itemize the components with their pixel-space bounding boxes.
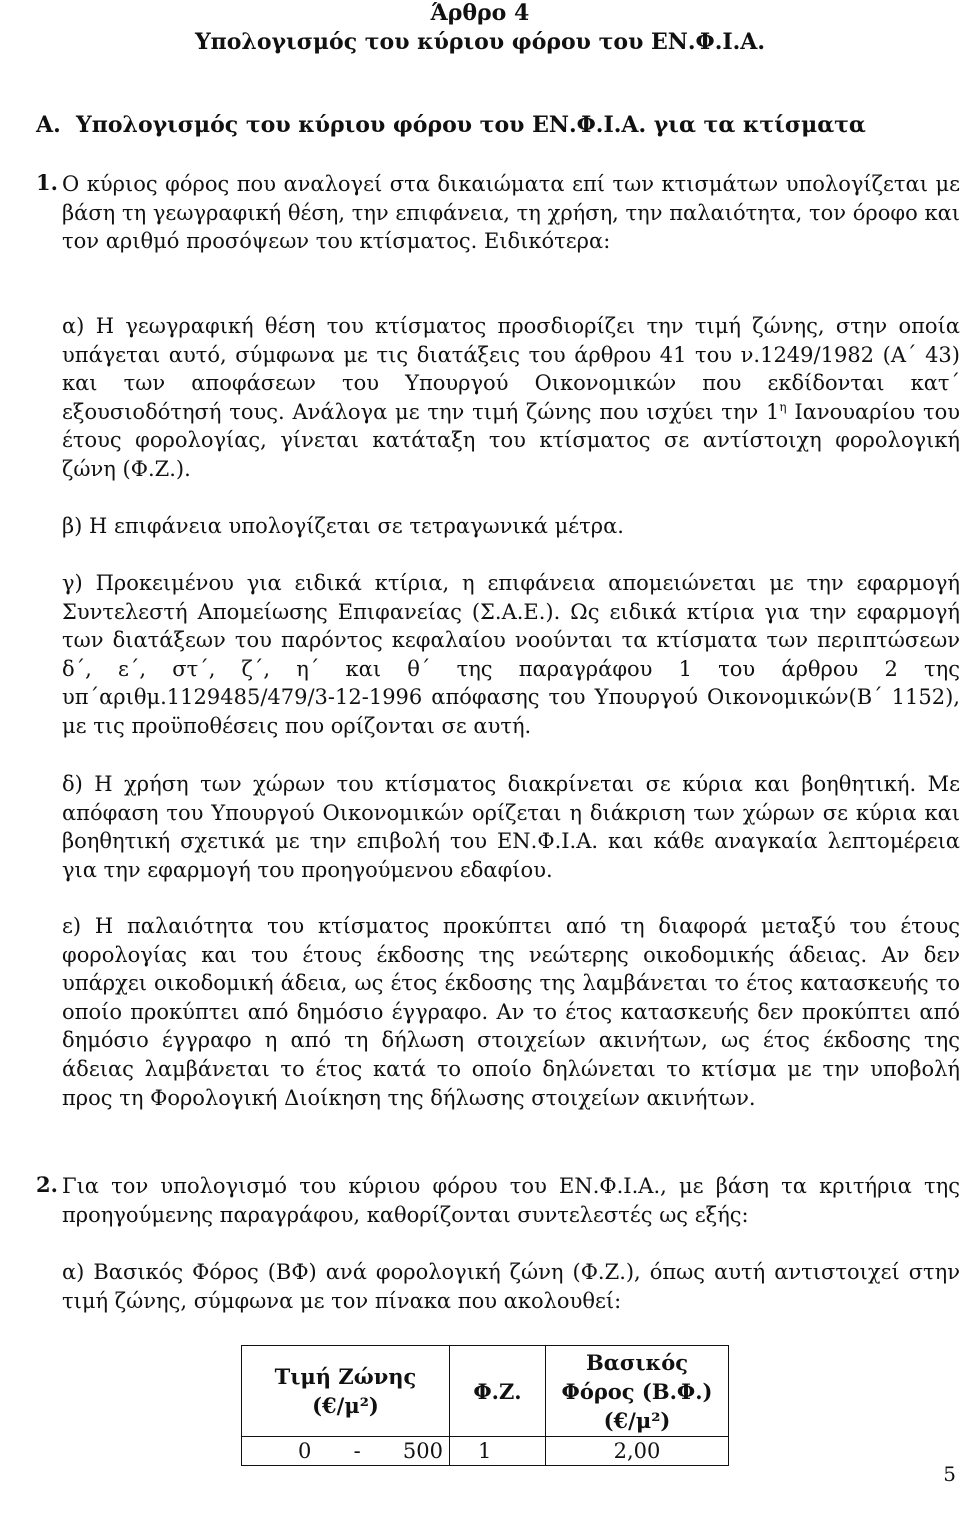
header-basic-tax-text: Βασικός Φόρος (Β.Φ.) (€/μ²) bbox=[561, 1349, 713, 1433]
item-d-text: δ) Η χρήση των χώρων του κτίσματος διακρίνεται σε κύρια και βοηθητική. Με απόφαση του Υπουργού Οικονομικών ορίζεται η διάκριση των χώρων σε κύρια και βοηθητική σχετικά με την επιβολή του ΕΝ.Φ.Ι.Α. και κάθε αναγκαία λεπτομέρεια για την εφαρμογή του προηγούμενου εδαφίου. bbox=[62, 772, 960, 882]
article-heading: Άρθρο 4 bbox=[430, 0, 530, 26]
section-a-heading: Α. Υπολογισμός του κύριου φόρου του ΕΝ.Φ.Ι.Α. για τα κτίσματα bbox=[36, 112, 866, 138]
header-basic-tax bbox=[546, 1346, 729, 1437]
zone-dash: - bbox=[353, 1439, 361, 1463]
item-e-text: ε) Η παλαιότητα του κτίσματος προκύπτει από τη διαφορά μεταξύ του έτους φορολογίας και του έτους έκδοσης της νεώτερης οικοδομικής άδειας. Αν δεν υπάρχει οικοδομική άδεια, ως έτος έκδοσης της λαμβάνεται το έτος κατασκευής το οποίο προκύπτει από δημόσιο έγγραφο. Αν το έτος κατασκευής δεν προκύπτει από δημόσιο έγγραφο η από τη δήλωση στοιχείων ακινήτων, ως έτος έκδοσης της άδειας λαμβάνεται το έτος κατά το οποίο δηλώνεται το κτίσμα με την υποβολή προς τη Φορολογική Διοίκηση της δήλωσης στοιχείων ακινήτων. bbox=[62, 914, 960, 1110]
cell-zone-range bbox=[242, 1437, 450, 1466]
item-a-text bbox=[62, 312, 960, 484]
page-number: 5 bbox=[943, 1462, 956, 1486]
table-row bbox=[242, 1437, 729, 1466]
article-title: Υπολογισμός του κύριου φόρου του ΕΝ.Φ.Ι.Α. bbox=[194, 29, 766, 55]
item2-a-text: α) Βασικός Φόρος (ΒΦ) ανά φορολογική ζώνη (Φ.Ζ.), όπως αυτή αντιστοιχεί στην τιμή ζώνης, σύμφωνα με τον πίνακα που ακολουθεί: bbox=[62, 1260, 960, 1313]
item-a-pre: α) Η γεωγραφική θέση του κτίσματος προσδιορίζει την τιμή ζώνης, στην οποία υπάγεται αυτό, σύμφωνα με τις διατάξεις του άρθρου 41 του ν.1249/1982 (Α΄ 43) και των αποφάσεων του Υπουργού Οικονομικών που εκδίδονται κατ΄ εξουσιοδότησή τους. Ανάλογα με την τιμή ζώνης που ισχύει την 1 bbox=[62, 314, 960, 424]
header-zone-price bbox=[242, 1346, 450, 1437]
paragraph-1-number: 1. bbox=[36, 170, 58, 195]
paragraph-2-number: 2. bbox=[36, 1172, 58, 1197]
paragraph-1-text: Ο κύριος φόρος που αναλογεί στα δικαιώματα επί των κτισμάτων υπολογίζεται με βάση τη γεωγραφική θέση, την επιφάνεια, τη χρήση, την παλαιότητα, τον όροφο και τον αριθμό προσόψεων του κτίσματος. Ειδικότερα: bbox=[62, 172, 960, 254]
item-a-superscript: η bbox=[779, 399, 787, 414]
zone-to: 500 bbox=[402, 1439, 443, 1463]
header-zone-price-text: Τιμή Ζώνης (€/μ²) bbox=[274, 1364, 417, 1418]
cell-fz: 1 bbox=[450, 1437, 546, 1466]
zone-tax-table bbox=[241, 1345, 729, 1466]
paragraph-2-text: Για τον υπολογισμό του κύριου φόρου του ΕΝ.Φ.Ι.Α., με βάση τα κριτήρια της προηγούμενης παραγράφου, καθορίζονται συντελεστές ως εξής: bbox=[62, 1174, 960, 1227]
header-fz bbox=[450, 1346, 546, 1437]
item-a-post: Ιανουαρίου του έτους φορολογίας, γίνεται κατάταξη του κτίσματος σε αντίστοιχη φορολογική ζώνη (Φ.Ζ.). bbox=[62, 399, 960, 481]
zone-from: 0 bbox=[298, 1439, 312, 1463]
item-b-text: β) Η επιφάνεια υπολογίζεται σε τετραγωνικά μέτρα. bbox=[62, 514, 624, 538]
item-c-text: γ) Προκειμένου για ειδικά κτίρια, η επιφάνεια απομειώνεται με την εφαρμογή Συντελεστή Απομείωσης Επιφανείας (Σ.Α.Ε.). Ως ειδικά κτίρια για την εφαρμογή των διατάξεων του παρόντος κεφαλαίου νοούνται τα κτίσματα των περιπτώσεων δ΄, ε΄, στ΄, ζ΄, η΄ και θ΄ της παραγράφου 1 του άρθρου 2 της υπ΄αριθμ.1129485/479/3-12-1996 απόφασης του Υπουργού Οικονομικών(Β΄ 1152), με τις προϋποθέσεις που ορίζονται σε αυτή. bbox=[62, 571, 960, 738]
cell-basic-tax: 2,00 bbox=[546, 1437, 729, 1466]
header-fz-text: Φ.Ζ. bbox=[473, 1378, 522, 1404]
